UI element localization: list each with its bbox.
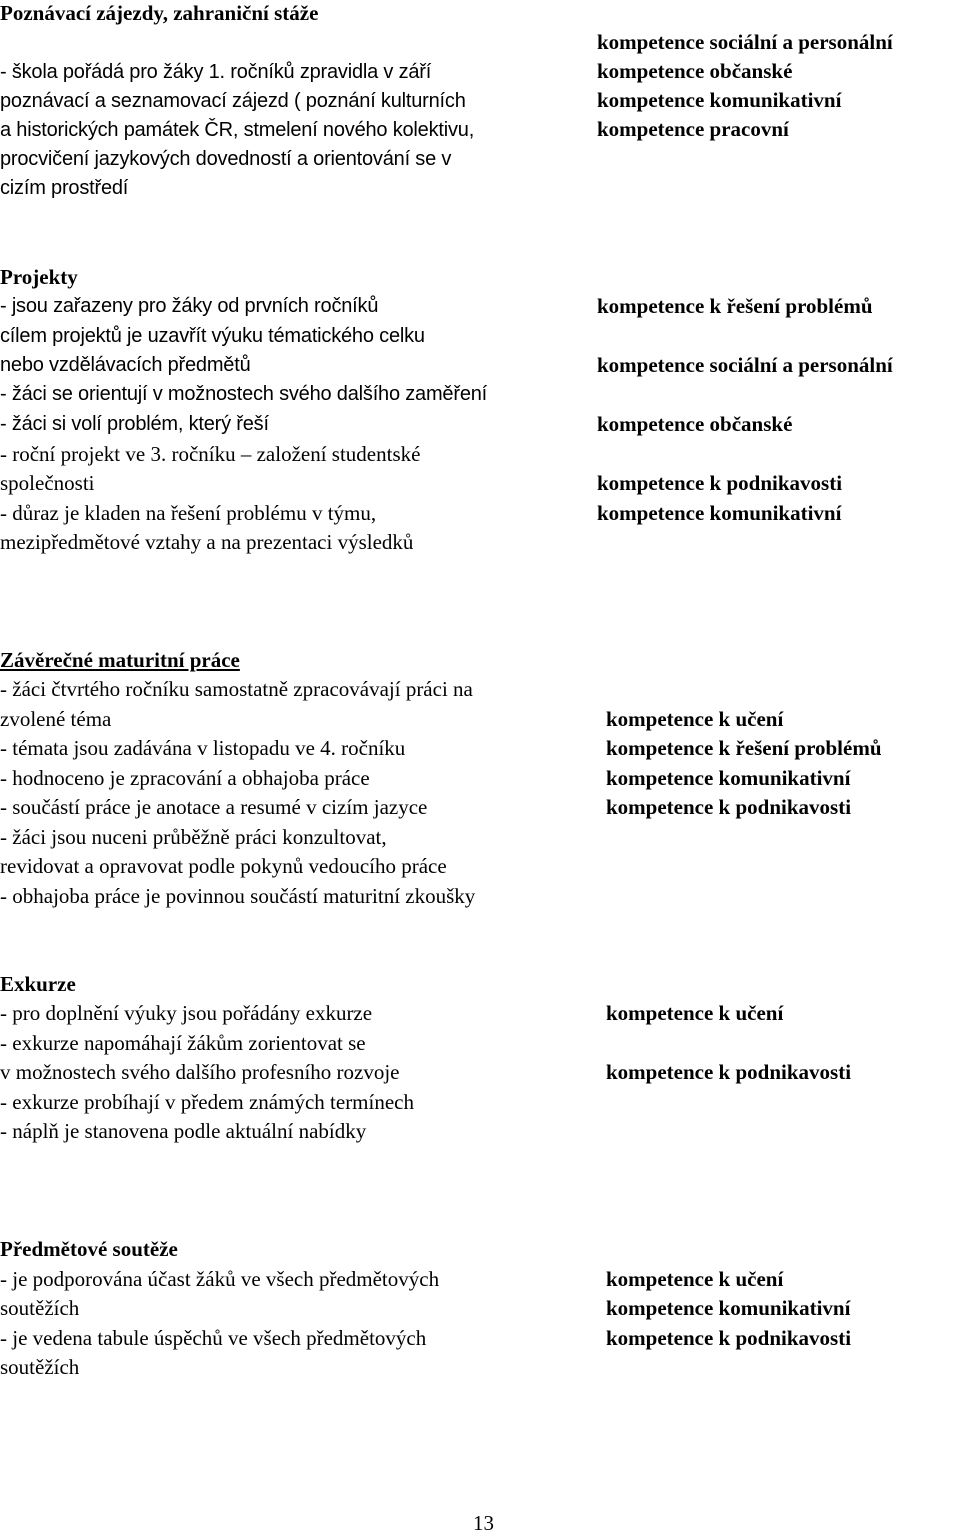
competence-item: kompetence k podnikavosti — [606, 1060, 852, 1084]
text-line: poznávací a seznamovací zájezd ( poznání kulturních — [0, 90, 466, 112]
competence-item: kompetence k podnikavosti — [597, 471, 843, 495]
text-line: - je podporována účast žáků ve všech předmětových — [0, 1267, 440, 1291]
text-line: - žáci čtvrtého ročníku samostatně zpracovávají práci na — [0, 677, 473, 701]
text-line: - roční projekt ve 3. ročníku – založení studentské — [0, 442, 421, 466]
competence-item: kompetence k řešení problémů — [597, 294, 873, 318]
text-line: a historických památek ČR, stmelení nového kolektivu, — [0, 119, 475, 141]
page-number: 13 — [473, 1511, 494, 1535]
section-title: Předmětové soutěže — [0, 1237, 178, 1261]
text-line: - témata jsou zadávána v listopadu ve 4. ročníku — [0, 736, 406, 760]
text-line: - exkurze probíhají v předem známých termínech — [0, 1090, 414, 1114]
text-line: soutěžích — [0, 1296, 80, 1320]
competence-item: kompetence občanské — [597, 59, 793, 83]
text-line: společnosti — [0, 471, 95, 495]
text-line: - součástí práce je anotace a resumé v cizím jazyce — [0, 795, 428, 819]
text-line: nebo vzdělávacích předmětů — [0, 354, 251, 376]
section-title: Poznávací zájezdy, zahraniční stáže — [0, 1, 319, 25]
competence-item: kompetence k podnikavosti — [606, 1326, 852, 1350]
text-line: revidovat a opravovat podle pokynů vedoucího práce — [0, 854, 447, 878]
competence-item: kompetence komunikativní — [606, 766, 851, 790]
text-line: - obhajoba práce je povinnou součástí maturitní zkoušky — [0, 884, 476, 908]
text-line: - exkurze napomáhají žákům zorientovat se — [0, 1031, 366, 1055]
text-line: soutěžích — [0, 1355, 80, 1379]
competence-item: kompetence pracovní — [597, 117, 789, 141]
section-title: Projekty — [0, 265, 78, 289]
text-line: - jsou zařazeny pro žáky od prvních ročníků — [0, 295, 379, 317]
text-line: - náplň je stanovena podle aktuální nabídky — [0, 1119, 367, 1143]
text-line: - škola pořádá pro žáky 1. ročníků zpravidla v září — [0, 61, 432, 83]
competence-item: kompetence sociální a personální — [597, 30, 893, 54]
competence-item: kompetence k učení — [606, 1267, 784, 1291]
competence-item: kompetence občanské — [597, 412, 793, 436]
competence-item: kompetence komunikativní — [597, 501, 842, 525]
text-line: cílem projektů je uzavřít výuku tématického celku — [0, 325, 425, 347]
text-line: - žáci jsou nuceni průběžně práci konzultovat, — [0, 825, 387, 849]
text-line: - žáci se orientují v možnostech svého dalšího zaměření — [0, 383, 488, 405]
text-line: - je vedena tabule úspěchů ve všech předmětových — [0, 1326, 427, 1350]
competence-item: kompetence komunikativní — [597, 88, 842, 112]
text-line: - pro doplnění výuky jsou pořádány exkurze — [0, 1001, 373, 1025]
competence-item: kompetence k učení — [606, 1001, 784, 1025]
section-title: Závěrečné maturitní práce — [0, 648, 240, 672]
text-line: mezipředmětové vztahy a na prezentaci výsledků — [0, 530, 414, 554]
competence-item: kompetence k podnikavosti — [606, 795, 852, 819]
competence-item: kompetence sociální a personální — [597, 353, 893, 377]
text-line: - žáci si volí problém, který řeší — [0, 413, 269, 435]
text-line: - důraz je kladen na řešení problému v týmu, — [0, 501, 377, 525]
text-line: - hodnoceno je zpracování a obhajoba práce — [0, 766, 370, 790]
text-line: v možnostech svého dalšího profesního rozvoje — [0, 1060, 400, 1084]
competence-item: kompetence k řešení problémů — [606, 736, 882, 760]
section-title: Exkurze — [0, 972, 76, 996]
text-line: procvičení jazykových dovedností a orientování se v — [0, 148, 452, 170]
competence-item: kompetence komunikativní — [606, 1296, 851, 1320]
competence-item: kompetence k učení — [606, 707, 784, 731]
text-line: cizím prostředí — [0, 177, 129, 199]
text-line: zvolené téma — [0, 707, 112, 731]
